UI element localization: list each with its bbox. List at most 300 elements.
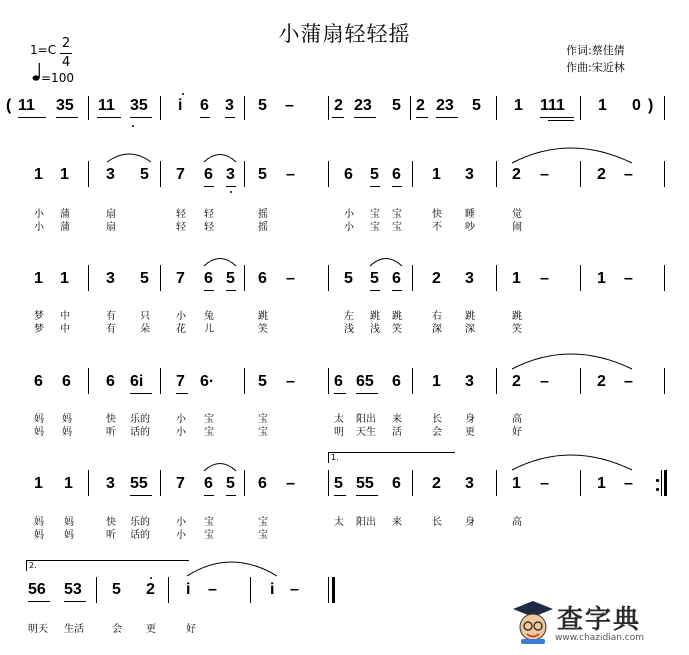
lyric: 跳 — [512, 311, 522, 322]
lyric: 长 — [432, 517, 442, 528]
lyric: 身 — [465, 414, 475, 425]
lyric: 宝 — [204, 517, 214, 528]
lyric: 有 — [106, 311, 116, 322]
barline — [328, 470, 329, 496]
barline — [496, 161, 497, 187]
lyric: 跳 — [465, 311, 475, 322]
lyric: 宝 — [258, 414, 268, 425]
barline — [244, 470, 245, 496]
note: 5 — [258, 373, 267, 390]
lyric: 会 — [112, 624, 122, 635]
lyric: 高 — [512, 517, 522, 528]
note: 5 — [334, 475, 343, 492]
lyric: 来 — [392, 414, 402, 425]
lyric: 妈 — [62, 414, 72, 425]
intro-note: 6 — [200, 97, 209, 114]
note: 1 — [34, 270, 43, 287]
lyric: 左 — [344, 311, 354, 322]
note: 6 — [62, 373, 71, 390]
lyric: 听 — [106, 530, 116, 541]
volta-first-ending: 1. — [328, 452, 455, 463]
lyric: 小 — [176, 414, 186, 425]
lyric: 浅 — [370, 324, 380, 335]
lyric: 小 — [176, 311, 186, 322]
barline — [496, 470, 497, 496]
lyric: 花 — [176, 324, 186, 335]
slur — [368, 254, 404, 268]
dash: – — [286, 475, 295, 492]
note: 3 — [465, 475, 474, 492]
lyric: 儿 — [204, 324, 214, 335]
note: i — [186, 581, 191, 598]
dash: – — [624, 475, 633, 492]
lyric: 小 — [344, 222, 354, 233]
lyric: 闹 — [512, 222, 522, 233]
dash: – — [540, 166, 549, 183]
barline — [496, 265, 497, 291]
lyric: 轻 — [176, 209, 186, 220]
note: 6· — [200, 373, 215, 390]
barline — [580, 265, 581, 291]
lyric: 右 — [432, 311, 442, 322]
barline — [160, 96, 161, 120]
dash: – — [286, 166, 295, 183]
note: 6 — [392, 166, 401, 183]
beam-line — [540, 117, 574, 118]
note: 5 — [226, 475, 235, 492]
lyric: 妈 — [34, 427, 44, 438]
volta-second-ending: 2. — [26, 560, 189, 571]
lyric: 轻 — [204, 222, 214, 233]
lyric: 扇 — [106, 209, 116, 220]
lyric: 阳出 — [356, 517, 376, 528]
note: 7 — [176, 373, 185, 390]
lyric: 梦 — [34, 324, 44, 335]
note: 6 — [392, 270, 401, 287]
barline — [664, 368, 665, 394]
note: 2 — [512, 373, 521, 390]
note: 1 — [34, 166, 43, 183]
note: 5 — [226, 270, 235, 287]
lyric: 妈 — [34, 414, 44, 425]
lyric: 妈 — [34, 530, 44, 541]
barline — [412, 470, 413, 496]
lyric: 更 — [146, 624, 156, 635]
note: 7 — [176, 270, 185, 287]
lyric: 小 — [176, 427, 186, 438]
barline — [580, 161, 581, 187]
note: 1 — [597, 475, 606, 492]
beam-line — [370, 290, 380, 291]
intro-note: 5 — [472, 97, 481, 114]
tempo-marking: =100 — [41, 71, 74, 85]
barline — [244, 161, 245, 187]
lyric: 兔 — [204, 311, 214, 322]
lyric: 中 — [60, 324, 70, 335]
barline — [328, 265, 329, 291]
lyric: 跳 — [258, 311, 268, 322]
note: 5 — [112, 581, 121, 598]
lyric: 好 — [512, 427, 522, 438]
barline — [580, 470, 581, 496]
intro-note: 35 — [56, 97, 74, 114]
lyric: 身 — [465, 517, 475, 528]
lyric: 中 — [60, 311, 70, 322]
barline — [244, 368, 245, 394]
lyric: 快 — [432, 209, 442, 220]
intro-note: i — [178, 97, 183, 114]
note: 3 — [226, 166, 235, 183]
barline — [412, 265, 413, 291]
slur — [202, 459, 238, 473]
dash: – — [208, 581, 217, 598]
lyric: 宝 — [204, 427, 214, 438]
low-octave-dot — [132, 125, 134, 127]
beam-line — [204, 495, 214, 496]
intro-note: 1 — [598, 97, 607, 114]
barline — [88, 470, 89, 496]
note: 1 — [512, 270, 521, 287]
lyrics-row — [0, 205, 689, 220]
lyric: 朵 — [140, 324, 150, 335]
barline — [160, 161, 161, 187]
barline — [580, 368, 581, 394]
tie — [185, 556, 279, 578]
lyric: 有 — [106, 324, 116, 335]
barline — [168, 577, 169, 603]
note: 7 — [176, 475, 185, 492]
note: 1 — [64, 475, 73, 492]
lyric: 活 — [392, 427, 402, 438]
note: 3 — [465, 373, 474, 390]
lyrics-row — [0, 320, 689, 335]
dash: – — [624, 373, 633, 390]
lyric: 生活 — [64, 624, 84, 635]
beam-line — [356, 393, 378, 394]
beam-line — [226, 186, 236, 187]
melody-row-2 — [0, 270, 689, 292]
lyric: 宝 — [204, 530, 214, 541]
intro-note: 35 — [130, 97, 148, 114]
lyric: 天生 — [356, 427, 376, 438]
beam-line — [204, 186, 214, 187]
barline — [328, 96, 329, 120]
lyric: 小 — [176, 517, 186, 528]
lyric: 吵 — [465, 222, 475, 233]
barline — [664, 161, 665, 187]
beam-line — [392, 290, 402, 291]
barline — [664, 265, 665, 291]
note: 56 — [28, 581, 46, 598]
lyrics-row — [0, 423, 689, 438]
watermark-url: www.chazidian.com — [555, 633, 645, 643]
barline — [664, 96, 665, 120]
lyric: 乐的 — [130, 414, 150, 425]
note: 2 — [597, 166, 606, 183]
note: 55 — [356, 475, 374, 492]
lyric: 话的 — [130, 427, 150, 438]
intro-note: 5 — [392, 97, 401, 114]
lyric: 妈 — [62, 427, 72, 438]
intro-dash: – — [285, 97, 294, 114]
barline — [661, 470, 662, 496]
lyric: 乐的 — [130, 517, 150, 528]
note: 3 — [106, 270, 115, 287]
note: 1 — [34, 475, 43, 492]
barline — [328, 161, 329, 187]
note: 6 — [344, 166, 353, 183]
lyric: 睡 — [465, 209, 475, 220]
barline — [580, 96, 581, 120]
note: 3 — [465, 270, 474, 287]
note: 1 — [597, 270, 606, 287]
lyric: 宝 — [370, 209, 380, 220]
lyric: 妈 — [64, 517, 74, 528]
lyric: 宝 — [258, 517, 268, 528]
lyrics-row — [0, 513, 689, 528]
lyric: 好 — [186, 624, 196, 635]
lyric: 宝 — [258, 530, 268, 541]
intro-row — [0, 97, 689, 119]
lyrics-row — [0, 410, 689, 425]
lyric: 妈 — [34, 517, 44, 528]
beam-line — [226, 495, 236, 496]
lyric: 梦 — [34, 311, 44, 322]
intro-close-paren: ) — [648, 97, 654, 114]
barline — [412, 368, 413, 394]
note: 53 — [64, 581, 82, 598]
note: 6 — [258, 475, 267, 492]
barline — [410, 96, 411, 120]
note: 5 — [344, 270, 353, 287]
note: 2 — [432, 270, 441, 287]
note: 6i — [130, 373, 144, 390]
lyric: 笑 — [258, 324, 268, 335]
lyric: 摇 — [258, 222, 268, 233]
tie — [510, 448, 634, 472]
beam-line — [200, 117, 210, 118]
note: 6 — [106, 373, 115, 390]
note: 2 — [597, 373, 606, 390]
barline — [96, 577, 97, 603]
barline — [244, 96, 245, 120]
barline — [496, 368, 497, 394]
lyric: 觉 — [512, 209, 522, 220]
note: 1 — [60, 166, 69, 183]
lyric: 宝 — [370, 222, 380, 233]
dash: – — [286, 373, 295, 390]
melody-row-3 — [0, 373, 689, 395]
lyric: 明天 — [28, 624, 48, 635]
lyricist: 作词:蔡佳倩 — [566, 44, 625, 57]
note: 6 — [204, 475, 213, 492]
time-signature-top: 2 — [62, 36, 71, 51]
beam-line — [225, 117, 235, 118]
lyric: 摇 — [258, 209, 268, 220]
note: 5 — [140, 166, 149, 183]
lyric: 太 — [334, 517, 344, 528]
barline — [88, 265, 89, 291]
barline — [88, 368, 89, 394]
slur — [105, 150, 153, 164]
lyric: 妈 — [64, 530, 74, 541]
barline — [244, 265, 245, 291]
lyric: 更 — [465, 427, 475, 438]
melody-row-1 — [0, 166, 689, 188]
mascot-icon — [511, 599, 555, 645]
barline — [328, 368, 329, 394]
lyric: 话的 — [130, 530, 150, 541]
barline — [160, 368, 161, 394]
beam-line — [130, 495, 152, 496]
slur — [202, 254, 238, 268]
note: 5 — [370, 270, 379, 287]
lyric: 轻 — [204, 209, 214, 220]
note: 3 — [465, 166, 474, 183]
beam-line — [436, 117, 458, 118]
lyric: 小 — [344, 209, 354, 220]
key-signature: 1=C — [30, 43, 57, 57]
lyrics-row — [0, 526, 689, 541]
lyric: 跳 — [370, 311, 380, 322]
dash: – — [540, 373, 549, 390]
intro-note: 11 — [98, 97, 115, 114]
lyric: 蒲 — [60, 209, 70, 220]
beam-line — [332, 117, 344, 118]
lyric: 小 — [176, 530, 186, 541]
lyric: 快 — [106, 414, 116, 425]
beam-line — [370, 186, 380, 187]
lyric: 小 — [34, 222, 44, 233]
repeat-dot — [656, 479, 659, 482]
beam-line — [354, 117, 376, 118]
lyric: 快 — [106, 517, 116, 528]
note: 1 — [432, 166, 441, 183]
lyric: 浅 — [344, 324, 354, 335]
watermark-brand: 查字典 — [557, 605, 642, 634]
lyric: 跳 — [392, 311, 402, 322]
high-octave-dot — [150, 577, 152, 579]
note: i — [270, 581, 275, 598]
time-signature-bottom: 4 — [62, 55, 71, 70]
lyric: 明 — [334, 427, 344, 438]
intro-note: 2 — [416, 97, 425, 114]
beam-line — [204, 290, 214, 291]
beam-line — [176, 393, 188, 394]
barline — [160, 265, 161, 291]
slur — [202, 150, 238, 164]
note: 7 — [176, 166, 185, 183]
beam-line — [64, 601, 86, 602]
beam-line — [548, 120, 574, 121]
lyrics-row — [0, 218, 689, 233]
lyrics-row — [0, 307, 689, 322]
lyric: 来 — [392, 517, 402, 528]
beam-line — [56, 117, 78, 118]
note: 6 — [334, 373, 343, 390]
dash: – — [540, 475, 549, 492]
dash: – — [540, 270, 549, 287]
beam-line — [226, 290, 236, 291]
intro-note: 23 — [354, 97, 372, 114]
note: 2 — [432, 475, 441, 492]
tie — [510, 347, 634, 371]
composer: 作曲:宋近林 — [566, 61, 625, 74]
note: 65 — [356, 373, 374, 390]
lyric: 蒲 — [60, 222, 70, 233]
note: 6 — [392, 373, 401, 390]
lyric: 笑 — [392, 324, 402, 335]
note: 1 — [60, 270, 69, 287]
tie — [510, 141, 634, 165]
beam-line — [392, 186, 402, 187]
intro-note: 1 — [514, 97, 523, 114]
lyric: 小 — [34, 209, 44, 220]
low-octave-dot — [230, 191, 232, 193]
note: 1 — [512, 475, 521, 492]
lyric: 只 — [140, 311, 150, 322]
watermark — [511, 597, 681, 649]
dash: – — [286, 270, 295, 287]
beam-line — [356, 495, 378, 496]
beam-line — [130, 393, 152, 394]
lyric: 轻 — [176, 222, 186, 233]
melody-row-4 — [0, 475, 689, 497]
intro-note: 0 — [632, 97, 641, 114]
lyric: 宝 — [392, 222, 402, 233]
intro-note: 111 — [540, 97, 565, 114]
intro-open-paren: ( — [6, 97, 12, 114]
beam-line — [130, 117, 152, 118]
note: 5 — [370, 166, 379, 183]
lyric: 宝 — [392, 209, 402, 220]
lyric: 扇 — [106, 222, 116, 233]
beam-line — [334, 495, 346, 496]
lyric: 阳出 — [356, 414, 376, 425]
barline — [88, 96, 89, 120]
dash: – — [624, 270, 633, 287]
beam-line — [97, 117, 121, 118]
lyric: 高 — [512, 414, 522, 425]
page-title: 小蒲扇轻轻摇 — [278, 22, 411, 46]
repeat-dot — [656, 488, 659, 491]
lyric: 宝 — [204, 414, 214, 425]
high-octave-dot — [182, 93, 184, 95]
note: 3 — [106, 166, 115, 183]
barline — [160, 470, 161, 496]
lyric: 深 — [432, 324, 442, 335]
intro-note: 11 — [18, 97, 35, 114]
note: 55 — [130, 475, 148, 492]
beam-line — [416, 117, 428, 118]
lyric: 听 — [106, 427, 116, 438]
lyric: 笑 — [512, 324, 522, 335]
dash: – — [290, 581, 299, 598]
note: 6 — [392, 475, 401, 492]
note: 6 — [204, 270, 213, 287]
barline — [250, 577, 251, 603]
note: 6 — [34, 373, 43, 390]
note: 2 — [146, 581, 155, 598]
lyric: 长 — [432, 414, 442, 425]
beam-line — [334, 393, 346, 394]
barline — [328, 577, 329, 603]
dash: – — [624, 166, 633, 183]
barline — [496, 96, 497, 120]
note: 6 — [204, 166, 213, 183]
beam-line — [28, 601, 50, 602]
note: 2 — [512, 166, 521, 183]
